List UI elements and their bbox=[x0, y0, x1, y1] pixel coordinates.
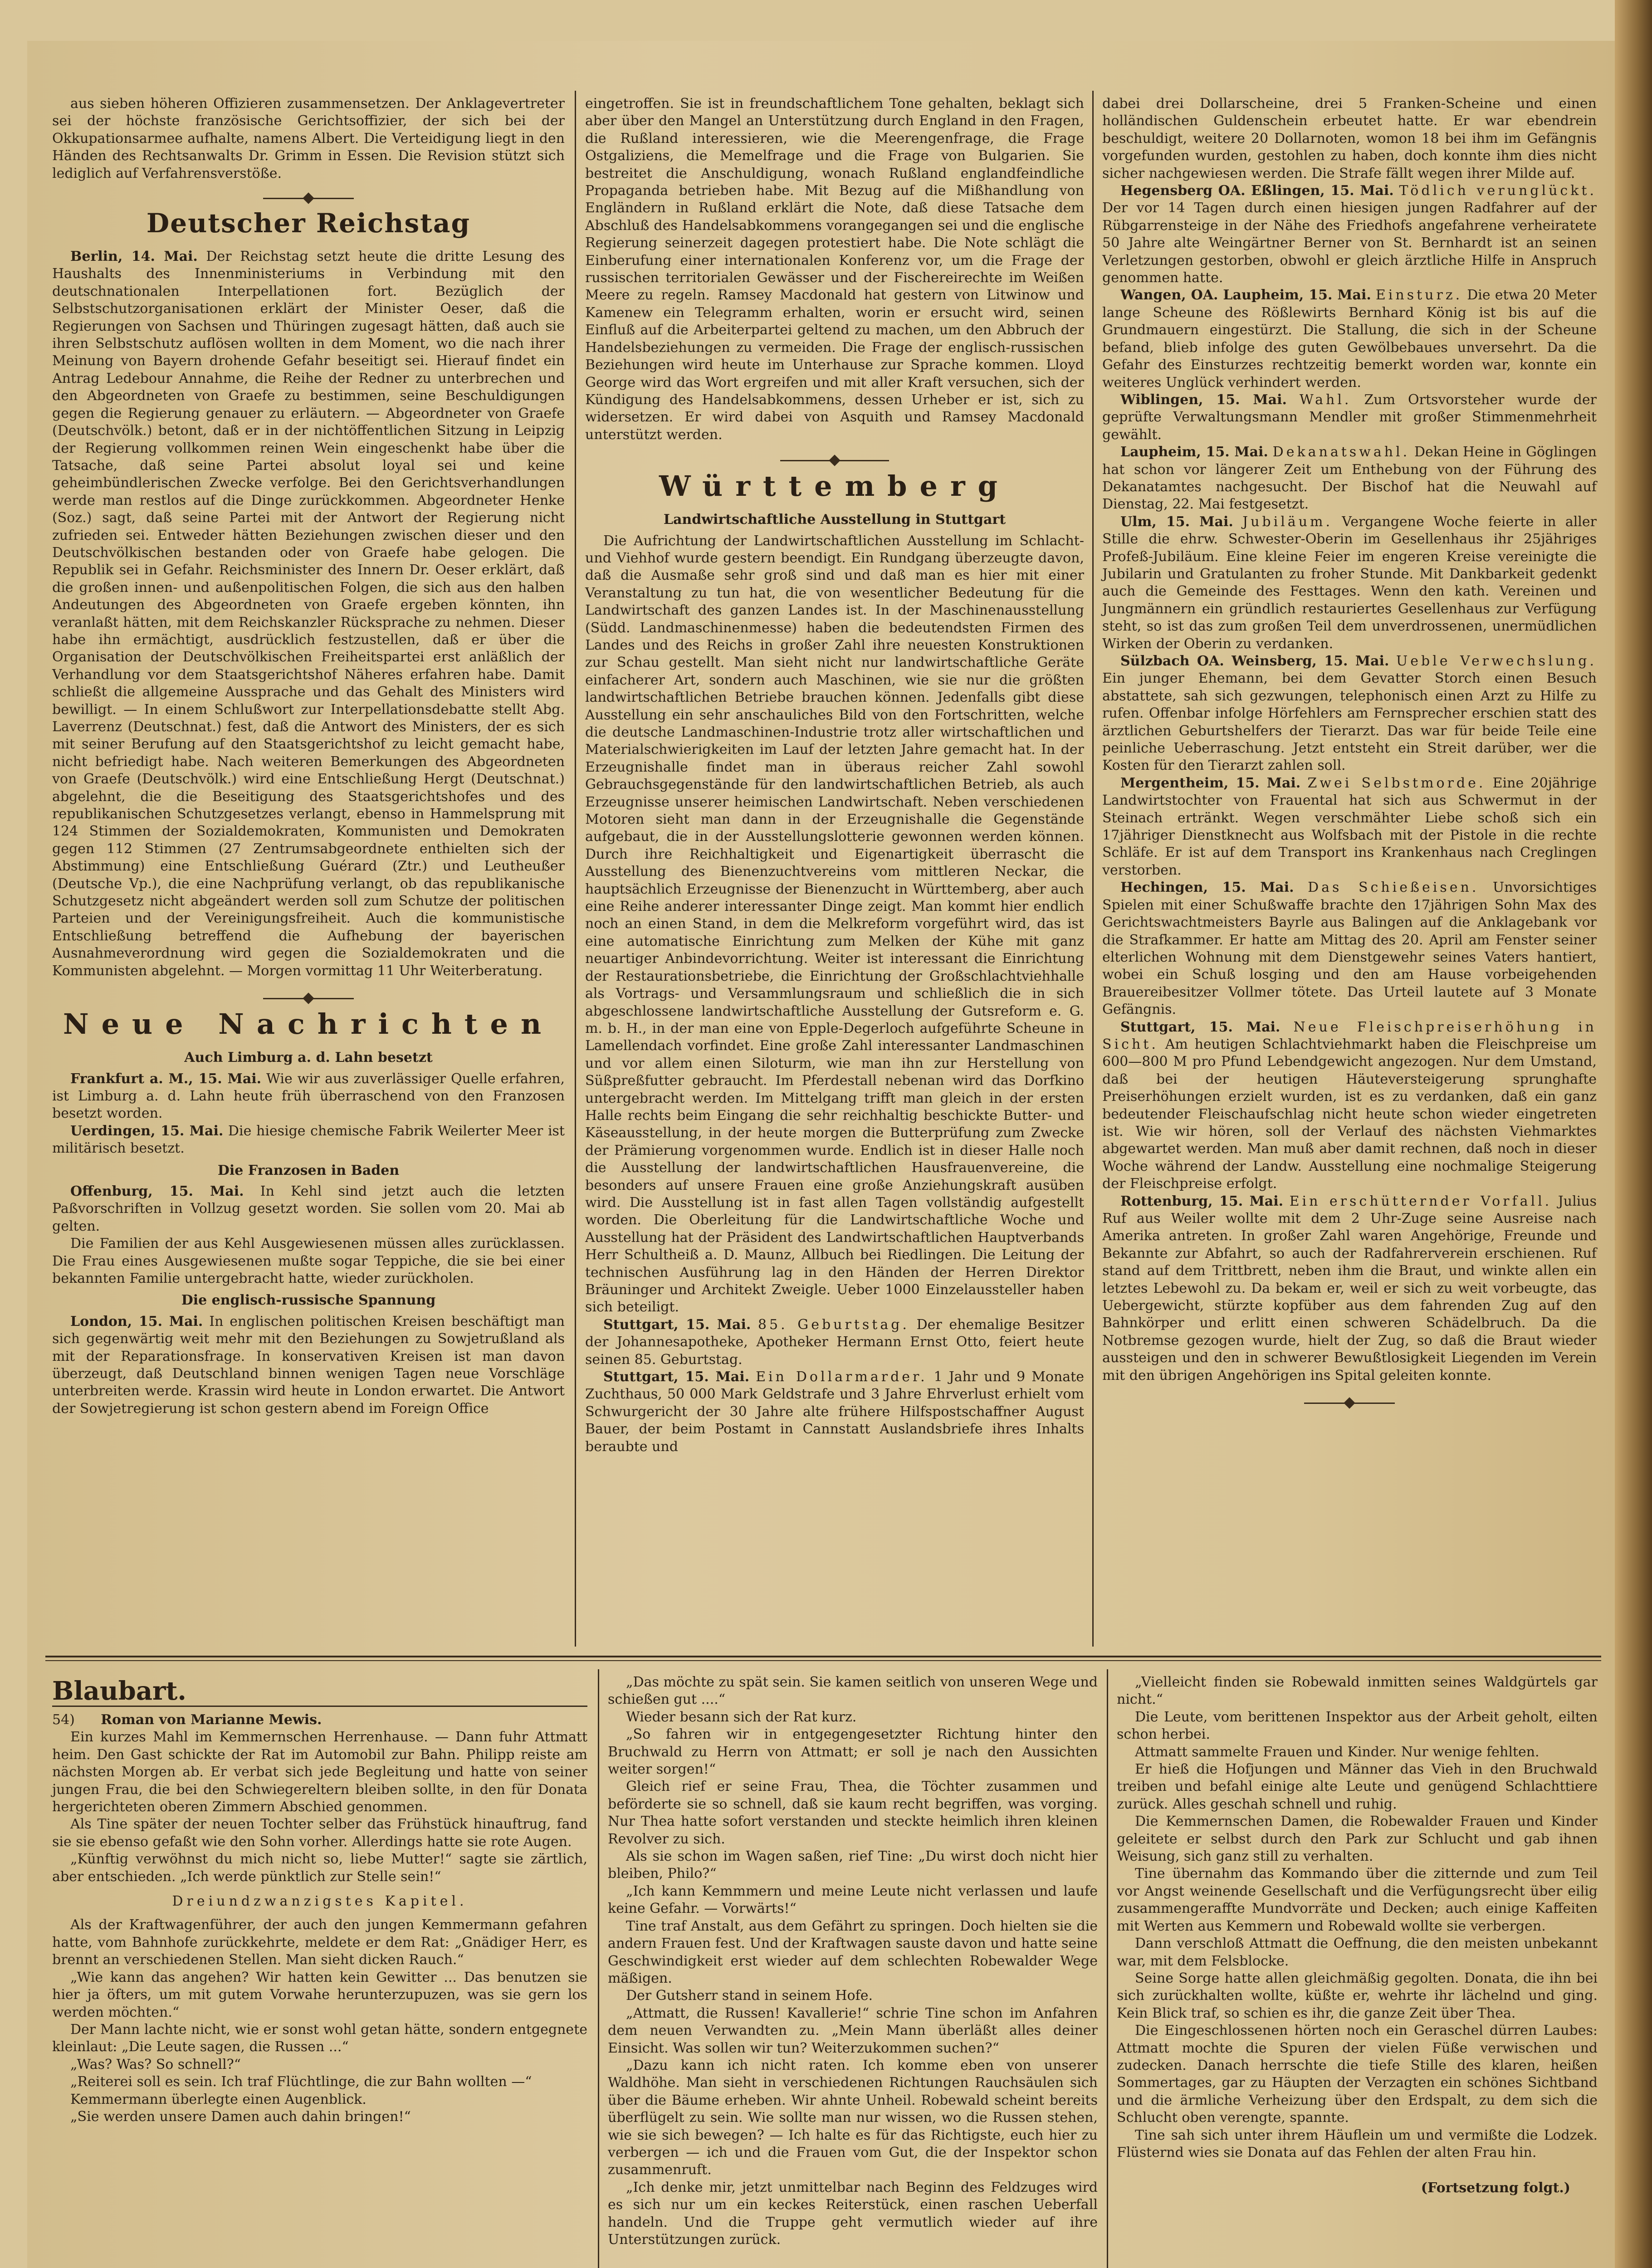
column-1 bbox=[52, 95, 565, 1418]
continued-note: (Fortsetzung folgt.) bbox=[1421, 2180, 1570, 2196]
serial-paragraph: „Was? Was? So schnell?“ bbox=[70, 2056, 241, 2072]
article-text: 1 Jahr und 9 Monate Zuchthaus, 50 000 Mark Geldstrafe und 3 Jahre Ehrverlust erhielt vom Schwurgericht der 30 Jahre alte frühere Hilfspostschaffner August Bauer, der beim Postamt in Cannstatt Auslandsbriefe ihres Inhalts beraubte und bbox=[585, 1369, 1084, 1455]
item-title: Jubiläum. bbox=[1242, 513, 1333, 530]
serial-number: 54) bbox=[52, 1712, 75, 1728]
article-text: Vergangene Woche feierte in aller Stille die ehrw. Schwester-Oberin im Gesellenhaus ihr 25jähriges Profeß-Jubiläum. Eine kleine Feier im engeren Kreise vereinigte die Jubilarin und Gratulanten zu froher Stunde. Mit Dankbarkeit gedenkt auch die Gemeinde des Festtages. Wenn den kath. Vereinen und Jungmännern ein gründlich restauriertes Gesellenhaus zur Verfügung steht, so ist das zum großen Teil dem unverdrossenen, unermüdlichen Wirken der Oberin zu verdanken. bbox=[1102, 513, 1597, 652]
article-text: Die Aufrichtung der Landwirtschaftlichen Ausstellung im Schlacht- und Viehhof wurde gestern beendigt. Ein Rundgang überzeugte davon, daß die Ausmaße sehr groß sind und daß man es hier mit einer Veranstaltung zu tun hat, die von wesentlicher Bedeutung für die Landwirtschaft des ganzen Landes ist. In der Maschinenausstellung (Südd. Landmaschinenmesse) haben die bedeutendsten Firmen des Landes und des Reichs in großer Zahl ihre neuesten Konstruktionen zur Schau gestellt. Man sieht nicht nur landwirtschaftliche Geräte einfacherer Art, sondern auch Maschinen, wie sie nur die größten landwirtschaftlichen Betriebe brauchen können. Jedenfalls gibt diese Ausstellung ein sehr anschauliches Bild von den Fortschritten, welche die deutsche Landmaschinen-Industrie trotz aller wirtschaftlichen und Materialschwierigkeiten im Lauf der letzten Jahre gemacht hat. In der Erzeugnishalle findet man in überaus reicher Zahl sowohl Gebrauchsgegenstände für den landwirtschaftlichen Betrieb, als auch Erzeugnisse unserer heimischen Landwirtschaft. Neben verschiedenen Motoren sieht man dann in der Erzeugnishalle die Gegenstände aufgebaut, die in der Ausstellungslotterie gewonnen werden können. Durch ihre Reichhaltigkeit und Eigenartigkeit überrascht die Ausstellung des Bienenzuchtvereins vom mittleren Neckar, die hauptsächlich Erzeugnisse der Bienenzucht in Württemberg, aber auch eine Reihe anderer interessanter Dinge zeigt. Man kommt hier endlich noch an einen Stand, in dem die Melkreform vorgeführt wird, das ist eine automatische Einrichtung zum Melken der Kühe mit ganz neuartiger Anbindevorrichtung. Weiter ist interessant die Einrichtung der Restaurationsbetriebe, die Einrichtung der Großschlachtviehhalle als Vortrags- und Versammlungsraum und schließlich die in sich abgeschlossene landwirtschaftliche Ausstellung der Gutsreform e. G. m. b. H., in der man eine von Epple-Degerloch aufgeführte Scheune in Lamellendach vorfindet. Eine große Zahl interessanter Landmaschinen und vor allem einen Siloturm, wie man ihn zur Herstellung von Süßpreßfutter gebraucht. Im Pferdestall nebenan wird das Dorfkino untergebracht werden. Im Mittelgang trifft man gleich in der ersten Halle rechts beim Eingang die sehr reichhaltig beschickte Butter- und Käseausstellung, in der heute morgen die Butterprüfung zum Zwecke der Prämierung vorgenommen wurde. Endlich ist in dieser Halle noch die Ausstellung der landwirtschaftlichen Hausfrauenvereine, die besonders auf unsere Frauen eine große Anziehungskraft ausüben wird. Die Ausstellung ist in fast allen Tagen vollständig aufgestellt worden. Die Oberleitung für die Landwirtschaftliche Woche und Ausstellung hat der Präsident des Landwirtschaftlichen Hauptverbands Herr Schultheiß a. D. Maunz, Allbuch bei Riedlingen. Die Leitung der technischen Ausführung lag in den Händen der Herren Direktor Bräuninger und Architekt Zweigle. Ueber 1000 Einzelaussteller haben sich beteiligt. bbox=[585, 533, 1084, 1315]
wuerttemberg-heading: Württemberg bbox=[659, 469, 1010, 503]
serial-column-3 bbox=[1117, 1674, 1598, 2197]
dateline: Berlin, 14. Mai. bbox=[70, 249, 198, 265]
serial-paragraph: Die Leute, vom berittenen Inspektor aus der Arbeit geholt, eilten schon herbei. bbox=[1117, 1709, 1598, 1743]
dateline: Wangen, OA. Laupheim, 15. Mai. bbox=[1120, 287, 1371, 303]
serial-paragraph: Die Eingeschlossenen hörten noch ein Geraschel dürren Laubes: Attmatt mochte die Spuren der vielen Füße verwischen und zudecken. Danach herrschte die tiefe Stille des klaren, heißen Sommertages, gar zu Häupten der Verzagten ein schönes Sichtband und die ärmliche Verheizung über den Erdspalt, zu dem sich die Schlucht oben verengte, spannte. bbox=[1117, 2023, 1598, 2126]
article-text: Der Reichstag setzt heute die dritte Lesung des Haushalts des Innenministeriums in Verbindung mit den deutschnationalen Interpellationen fort. Bezüglich der Selbstschutzorganisationen erklärt der Minister Oeser, daß die Regierungen von Sachsen und Thüringen zugesagt hätten, daß auch sie ihren Selbstschutz auflösen wollten in dem Moment, wo die nach ihrer Meinung von Bayern drohende Gefahr beseitigt sei. Hierauf findet ein Antrag Ledebour Annahme, die Reihe der Redner zu unterbrechen und den Abgeordneten von Graefe zu bestimmen, seine Beschuldigungen gegen die Regierung genauer zu erläutern. — Abgeordneter von Graefe (Deutschvölk.) betont, daß er in der nichtöffentlichen Sitzung in Leipzig der Regierung vollkommen reinen Wein eingeschenkt habe über die Tatsache, daß seine Partei absolut loyal sei und keine geheimbündlerischen Zwecke verfolge. Bei den Gerichtsverhandlungen werde man restlos auf die Dinge zurückkommen. Abgeordneter Henke (Soz.) sagt, daß seine Partei mit der Antwort der Regierung nicht zufrieden sei. Entweder hätten Beziehungen zwischen dieser und den Deutschvölkischen bestanden oder von Graefe habe gelogen. Die Republik sei in Gefahr. Reichsminister des Innern Dr. Oeser erklärt, daß die großen innen- und außenpolitischen Folgen, die sich aus den halben Andeutungen des Abgeordneten von Graefe ergeben könnten, ihn veranlaßt hätten, mit dem Reichskanzler Rücksprache zu nehmen. Dieser habe ihn ermächtigt, ausdrücklich festzustellen, daß er über die Organisation der Deutschvölkischen Freiheitspartei erst anläßlich der Verhandlung vor dem Staatsgerichtshof Näheres erfahren habe. Damit schließt die allgemeine Aussprache und das Gehalt des Ministers wird bewilligt. — In einem Schlußwort zur Interpellationsdebatte stellt Abg. Laverrenz (Deutschnat.) fest, daß die Antwort des Ministers, der es sich mit seiner Berufung auf den Staatsgerichtshof zu leicht gemacht habe, nicht befriedigt habe. Nach weiteren Bemerkungen des Abgeordneten von Graefe (Deutschvölk.) wird eine Entschließung Hergt (Deutschnat.) abgelehnt, die die Beseitigung des Staatsgerichtshofes und des republikanischen Schutzgesetzes verlangt, ebenso in Hammelsprung mit 124 Stimmen der Sozialdemokraten, Kommunisten und Demokraten gegen 112 Stimmen (27 Zentrumsabgeordnete enthielten sich der Abstimmung) eine Entschließung Guérard (Ztr.) und Leutheußer (Deutsche Vp.), die eine Nachprüfung verlangt, ob das republikanische Schutzgesetz nicht abgeändert werden soll zum Schutze der politischen Parteien und der Vereinigungsfreiheit. Auch die kommunistische Entschließung betreffend die Aufhebung der bayerischen Ausnahmeverordnung wird gegen die Sozialdemokraten und die Kommunisten abgelehnt. — Morgen vormittag 11 Uhr Weiterberatung. bbox=[52, 249, 565, 979]
dateline: Laupheim, 15. Mai. bbox=[1120, 444, 1268, 460]
dateline: Offenburg, 15. Mai. bbox=[70, 1183, 244, 1199]
column-rule bbox=[575, 91, 576, 1647]
item-title: Zwei Selbstmorde. bbox=[1307, 775, 1486, 791]
serial-paragraph: Er hieß die Hofjungen und Männer das Vieh in den Bruchwald treiben und befahl einige alte Leute und genügend Schlachttiere zurück. Alles geschah schnell und ruhig. bbox=[1117, 1761, 1598, 1812]
dateline: Hegensberg OA. Eßlingen, 15. Mai. bbox=[1120, 183, 1394, 199]
serial-column-rule bbox=[598, 1669, 599, 2268]
feuilleton-separator bbox=[45, 1656, 1601, 1657]
dateline: Stuttgart, 15. Mai. bbox=[1120, 1019, 1281, 1035]
serial-paragraph: „Ich kann Kemmmern und meine Leute nicht verlassen und laufe keine Gefahr. — Vorwärts!“ bbox=[608, 1883, 1098, 1917]
article-text: Am heutigen Schlachtviehmarkt haben die Fleischpreise um 600—800 M pro Pfund Lebendgewicht angezogen. Nur dem Umstand, daß bei der heutigen Häuteversteigerung sprunghafte Preiserhöhungen erzielt wurden, ist es zu verdanken, daß ein ganz bedeutender Fleischaufschlag nicht heute schon wieder eingetreten ist. Wie wir hören, soll der Verlauf des nächsten Viehmarktes abgewartet werden. Man muß aber damit rechnen, daß noch in dieser Woche während der Landw. Ausstellung eine nochmalige Steigerung der Fleischpreise erfolgt. bbox=[1102, 1036, 1597, 1192]
serial-paragraph: „Dazu kann ich nicht raten. Ich komme eben von unserer Waldhöhe. Man sieht in verschiedenen Richtungen Rauchsäulen sich über die Bäume erheben. Wir ahnte Unheil. Robewald scheint bereits überflügelt zu sein. Wie sollte man nur wissen, wo die Russen stehen, wie sie sich bewegen? — Ich halte es für das Richtigste, euch hier zu verbergen — ich und die Frauen vom Gut, die der Inspektor schon zusammenruft. bbox=[608, 2057, 1098, 2178]
serial-paragraph: Tine übernahm das Kommando über die zitternde und zum Teil vor Angst weinende Gesellschaft und die Verfügungsrecht über eilig zusammengeraffte Mundvorräte und Decken; auch einige Kaffeiten mit Werten aus Kemmern und Robewald wollte sie verbergen. bbox=[1117, 1866, 1598, 1934]
serial-paragraph: „So fahren wir in entgegengesetzter Richtung hinter den Bruchwald zu Herrn von Attmatt; er soll je nach den Aussichten weiter sorgen!“ bbox=[608, 1726, 1098, 1778]
reichstag-heading: Deutscher Reichstag bbox=[146, 208, 471, 239]
article-text: Wie wir aus zuverlässiger Quelle erfahren, ist Limburg a. d. Lahn heute früh überraschend von den Franzosen besetzt worden. bbox=[52, 1070, 565, 1122]
serial-byline: Roman von Marianne Mewis. bbox=[101, 1712, 322, 1728]
serial-paragraph: „Wie kann das angehen? Wir hatten kein Gewitter ... Das benutzen sie hier ja öfters, um mit gutem Vorwahe herunterzupuzen, was sie gern los werden möchten.“ bbox=[52, 1969, 587, 2020]
article-text: Der ehemalige Besitzer der Johannesapotheke, Apotheker Hermann Ernst Otto, feiert heute seinen 85. Geburtstag. bbox=[585, 1316, 1085, 1368]
item-title: Dekanatswahl. bbox=[1272, 444, 1410, 460]
article-text: Julius Ruf aus Weiler wollte mit dem 2 Uhr-Zuge seine Ausreise nach Amerika antreten. In großer Zahl waren Angehörige, Freunde und Bekannte zur Abfahrt, so auch der Radfahrerverein erschienen. Ruf stand auf dem Trittbrett, neben ihm die Braut, und winkte allen ein letztes Lebewohl zu. Da bekam er, weil er sich zu weit vorbeugte, das Uebergewicht, stürzte kopfüber aus dem fahrenden Zug auf den Bahnkörper und erlitt einen schweren Schädelbruch. Da die Notbremse gezogen wurde, hielt der Zug, so daß die Braut wieder aussteigen und den in schwerer Bewußtlosigkeit Liegenden im Verein mit den übrigen Angehörigen ins Spital geleiten konnte. bbox=[1102, 1193, 1597, 1383]
serial-paragraph: „Vielleicht finden sie Robewald inmitten seines Waldgürtels gar nicht.“ bbox=[1117, 1674, 1598, 1708]
item-title: Wahl. bbox=[1299, 391, 1352, 408]
serial-paragraph: Wieder besann sich der Rat kurz. bbox=[626, 1709, 857, 1725]
serial-paragraph: Als sie schon im Wagen saßen, rief Tine: „Du wirst doch nicht hier bleiben, Philo?“ bbox=[608, 1848, 1098, 1882]
dateline: Mergentheim, 15. Mai. bbox=[1120, 775, 1301, 791]
serial-paragraph: „Das möchte zu spät sein. Sie kamen seitlich von unseren Wege und schießen gut ....“ bbox=[608, 1674, 1098, 1708]
serial-paragraph: Tine traf Anstalt, aus dem Gefährt zu springen. Doch hielten sie die andern Frauen fest. Und der Kraftwagen sauste davon und hatte seine Geschwindigkeit erst wieder auf dem schlechten Robewalder Wege mäßigen. bbox=[608, 1918, 1098, 1986]
article-text: dabei drei Dollarscheine, drei 5 Franken-Scheine und einen holländischen Guldenschein erbeutet hatte. Er war ebendrein beschuldigt, weitere 20 Dollarnoten, womon 18 bei ihm im Gefängnis vorgefunden wurden, gestohlen zu haben, doch konnte ihm dies nicht sicher nachgewiesen werden. Die Strafe fällt wegen ihrer Milde auf. bbox=[1102, 96, 1597, 181]
dateline: Rottenburg, 15. Mai. bbox=[1120, 1193, 1284, 1209]
chapter-heading: Dreiundzwanzigstes Kapitel. bbox=[172, 1893, 468, 1910]
item-title: 85. Geburtstag. bbox=[758, 1316, 909, 1333]
serial-title: Blaubart. bbox=[52, 1677, 587, 1707]
feuilleton-separator-thin bbox=[45, 1660, 1601, 1661]
serial-column-1 bbox=[52, 1674, 587, 2126]
article-text: Die Familien der aus Kehl Ausgewiesenen müssen alles zurücklassen. Die Frau eines Ausgewiesenen mußte sogar Teppiche, die sie bei einer bekannten Familie untergebracht hatte, wieder zurückholen. bbox=[52, 1236, 565, 1286]
serial-paragraph: Seine Sorge hatte allen gleichmäßig gegolten. Donata, die ihn bei sich zurückhalten wollte, küßte er, wehrte ihr lächelnd und ging. Kein Blick traf, so schien es ihr, die ganze Zeit über Thea. bbox=[1117, 1970, 1598, 2021]
column-2 bbox=[585, 95, 1084, 1456]
subheading: Auch Limburg a. d. Lahn besetzt bbox=[184, 1050, 433, 1066]
serial-paragraph: „Sie werden unsere Damen auch dahin bringen!“ bbox=[70, 2108, 411, 2125]
dateline: Stuttgart, 15. Mai. bbox=[603, 1369, 750, 1385]
section-divider bbox=[263, 198, 354, 199]
intro-paragraph: aus sieben höheren Offizieren zusammensetzen. Der Anklagevertreter sei der höchste französische Gerichtsoffizier, der sich bei der Okkupationsarmee aufhalte, namens Albert. Die Verteidigung liegt in den Händen des Rechtsanwalts Dr. Grimm in Essen. Die Revision stützt sich lediglich auf Verfahrensverstöße. bbox=[52, 96, 565, 181]
section-divider bbox=[1304, 1403, 1395, 1404]
article-text: Die hiesige chemische Fabrik Weilerter Meer ist militärisch besetzt. bbox=[52, 1123, 565, 1157]
subheading: Landwirtschaftliche Ausstellung in Stuttgart bbox=[663, 512, 1006, 528]
article-text: Eine 20jährige Landwirtstochter von Frauental hat sich aus Schwermut in der Steinach ertränkt. Wegen verschmähter Liebe schoß sich ein 17jähriger Dienstknecht aus Wolfsbach mit der Pistole in die rechte Schläfe. Er ist auf dem Transport ins Krankenhaus nach Creglingen verstorben. bbox=[1102, 775, 1597, 878]
subheading: Die englisch-russische Spannung bbox=[181, 1292, 436, 1309]
article-text: Der vor 14 Tagen durch einen hiesigen jungen Radfahrer auf der Rübgarrensteige in der Nähe des Friedhofs angefahrene verheiratete 50 Jahre alte Weingärtner Berner von St. Bernhardt ist an seinen Verletzungen gestorben, obwohl er gleich ärztliche Hilfe in Anspruch genommen hatte. bbox=[1102, 200, 1597, 286]
item-title: Einsturz. bbox=[1375, 287, 1463, 303]
dateline: Sülzbach OA. Weinsberg, 15. Mai. bbox=[1120, 653, 1389, 669]
serial-paragraph: Als Tine später der neuen Tochter selber das Frühstück hinauftrug, fand sie sie ebenso gefaßt wie den Sohn vorher. Allerdings hatte sie rote Augen. bbox=[52, 1816, 587, 1850]
serial-paragraph: Die Kemmernschen Damen, die Robewalder Frauen und Kinder geleitete er selbst durch den Park zur Schlucht und gab ihnen Weisung, sich ganz still zu verhalten. bbox=[1117, 1813, 1598, 1865]
dateline: Frankfurt a. M., 15. Mai. bbox=[70, 1070, 262, 1087]
dateline: Ulm, 15. Mai. bbox=[1120, 513, 1233, 530]
item-title: Ein Dollarmarder. bbox=[756, 1369, 928, 1385]
item-title: Ein erschütternder Vorfall. bbox=[1289, 1193, 1552, 1209]
column-3 bbox=[1102, 95, 1597, 1404]
serial-paragraph: Der Mann lachte nicht, wie er sonst wohl getan hätte, sondern entgegnete kleinlaut: „Die Leute sagen, die Russen ...“ bbox=[52, 2021, 587, 2055]
column-rule bbox=[1092, 91, 1094, 1647]
item-title: Das Schießeisen. bbox=[1308, 880, 1479, 896]
serial-paragraph: „Ich denke mir, jetzt unmittelbar nach Beginn des Feldzuges wird es sich nur um ein keckes Reiterstück, einen raschen Ueberfall handeln. Und die Truppe geht vermutlich wieder auf ihre Unterstützungen zurück. bbox=[608, 2179, 1098, 2248]
section-divider bbox=[263, 998, 354, 999]
article-text: eingetroffen. Sie ist in freundschaftlichem Tone gehalten, beklagt sich aber über den Mangel an Unterstützung durch England in den Fragen, die Rußland interessieren, wie die Meerengenfrage, die Frage Ostgaliziens, die Memelfrage und die Frage von Bulgarien. Sie bestreitet die Anschuldigung, wonach Rußland englandfeindliche Propaganda betrieben habe. Mit Bezug auf die Mißhandlung von Engländern in Rußland erklärt die Note, daß diese Tatsache dem Abschluß des Handelsabkommens vorangegangen sei und die englische Regierung seinerzeit dagegen protestiert habe. Die Note schlägt die Einberufung einer internationalen Konferenz vor, um die Frage der russischen territorialen Gewässer und der Fischereirechte im Weißen Meere zu regeln. Ramsey Macdonald hat gestern von Litwinow und Kamenew ein Telegramm erhalten, worin er ersucht wird, seinen Einfluß auf die Arbeiterpartei geltend zu machen, um den Abbruch der Handelsbeziehungen zu vermeiden. Die Frage der englisch-russischen Beziehungen wird heute im Unterhause zur Sprache kommen. Lloyd George wird das Wort ergreifen und mit aller Kraft versuchen, sich der Kündigung des Handelsabkommens, dessen Urheber er ist, sich zu widersetzen. Er wird dabei von Asquith und Ramsey Macdonald unterstützt werden. bbox=[585, 96, 1084, 443]
serial-paragraph: „Künftig verwöhnst du mich nicht so, liebe Mutter!“ sagte sie zärtlich, aber entschieden. „Ich werde pünktlich zur Stelle sein!“ bbox=[52, 1851, 587, 1885]
serial-paragraph: Ein kurzes Mahl im Kemmernschen Herrenhause. — Dann fuhr Attmatt heim. Den Gast schickte der Rat im Automobil zur Bahn. Philipp reiste am nächsten Morgen ab. Er verbat sich jede Begleitung und hatte von seiner jungen Frau, die bei den Schwiegereltern bleiben sollte, in den für Donata hergerichteten oberen Zimmern Abschied genommen. bbox=[52, 1729, 587, 1815]
serial-paragraph: Attmatt sammelte Frauen und Kinder. Nur wenige fehlten. bbox=[1135, 1744, 1540, 1760]
serial-paragraph: Tine sah sich unter ihrem Häuflein um und vermißte die Lodzek. Flüsternd wies sie Donata auf das Fehlen der alten Frau hin. bbox=[1117, 2127, 1598, 2160]
serial-paragraph: Gleich rief er seine Frau, Thea, die Töchter zusammen und beförderte sie so schnell, daß sie kaum recht begriffen, was vorging. Nur Thea hatte sofort verstanden und steckte heimlich ihren kleinen Revolver zu sich. bbox=[608, 1779, 1098, 1847]
article-text: Unvorsichtiges Spielen mit einer Schußwaffe brachte den 17jährigen Sohn Max des Gerichtswachtmeisters Bayrle aus Balingen auf die Anklagebank vor die Strafkammer. Er hatte am Mittag des 20. April am Fenster seiner elterlichen Wohnung mit dem Dienstgewehr seines Vaters hantiert, wobei ein Schuß losging und den am Hause vorbeigehenden Brauereibesitzer Vollmer tötete. Das Urteil lautete auf 3 Monate Gefängnis. bbox=[1102, 880, 1597, 1018]
item-title: Ueble Verwechslung. bbox=[1396, 653, 1597, 669]
serial-column-rule bbox=[1107, 1669, 1108, 2268]
serial-column-2 bbox=[608, 1674, 1098, 2248]
serial-paragraph: Kemmermann überlegte einen Augenblick. bbox=[70, 2091, 367, 2107]
serial-paragraph: Der Gutsherr stand in seinem Hofe. bbox=[626, 1988, 873, 2004]
dateline: Wiblingen, 15. Mai. bbox=[1120, 391, 1287, 408]
article-text: Dekan Heine in Göglingen hat schon vor längerer Zeit um Enthebung von der Führung des Dekanatamtes nachgesucht. Der Bischof hat die Neuwahl auf Dienstag, 22. Mai festgesetzt. bbox=[1102, 444, 1597, 513]
serial-paragraph: „Attmatt, die Russen! Kavallerie!“ schrie Tine schon im Anfahren dem neuen Verwandten zu. „Mein Mann überläßt alles deiner Einsicht. Was sollen wir tun? Weiterzukommen suchen?“ bbox=[608, 2005, 1098, 2056]
article-text: Ein junger Ehemann, bei dem Gevatter Storch einen Besuch abstattete, sah sich gezwungen, telephonisch einen Arzt zu Hilfe zu rufen. Offenbar infolge Hörfehlers am Fernsprecher erschien statt des ärztlichen Geburtshelfers der Tierarzt. Das war für beide Teile eine peinliche Ueberraschung. Jetzt entsteht ein Streit darüber, wer die Kosten für den Tierarzt zahlen soll. bbox=[1102, 670, 1597, 774]
subheading: Die Franzosen in Baden bbox=[217, 1162, 400, 1178]
serial-paragraph: Dann verschloß Attmatt die Oeffnung, die den meisten unbekannt war, mit dem Felsblocke. bbox=[1117, 1936, 1598, 1969]
section-divider bbox=[780, 460, 889, 461]
dateline: Stuttgart, 15. Mai. bbox=[603, 1316, 751, 1333]
article-text: In englischen politischen Kreisen beschäftigt man sich gegenwärtig weit mehr mit den Beziehungen zu Sowjetrußland als mit der Reparationsfrage. In konservativen Kreisen ist man davon überzeugt, daß Deutschland binnen wenigen Tagen neue Vorschläge unterbreiten werde. Krassin wird heute in London erwartet. Die Antwort der Sowjetregierung ist schon gestern abend im Foreign Office bbox=[52, 1313, 565, 1417]
article-text: Zum Ortsvorsteher wurde der geprüfte Verwaltungsmann Mendler mit großer Stimmenmehrheit gewählt. bbox=[1102, 391, 1597, 443]
page-binding-edge bbox=[1615, 0, 1652, 2268]
article-text: Die etwa 20 Meter lange Scheune des Rößlewirts Bernhard König ist bis auf die Grundmauern eingestürzt. Die Stallung, die sich in der Scheune befand, blieb infolge des guten Gewölbebaues unversehrt. Da die Gefahr des Einsturzes rechtzeitig bemerkt worden war, konnte ein weiteres Unglück verhindert werden. bbox=[1102, 287, 1597, 391]
serial-paragraph: „Reiterei soll es sein. Ich traf Flüchtlinge, die zur Bahn wollten —“ bbox=[70, 2074, 532, 2090]
article-text: In Kehl sind jetzt auch die letzten Paßvorschriften in Vollzug gesetzt worden. Sie sollen vom 20. Mai ab gelten. bbox=[52, 1183, 565, 1234]
dateline: London, 15. Mai. bbox=[70, 1313, 203, 1330]
item-title: Tödlich verunglückt. bbox=[1399, 183, 1597, 199]
neue-nachrichten-heading: Neue Nachrichten bbox=[63, 1007, 554, 1041]
item-title: Neue Fleischpreiserhöhung in Sicht. bbox=[1102, 1019, 1597, 1052]
serial-paragraph: Als der Kraftwagenführer, der auch den jungen Kemmermann gefahren hatte, vom Bahnhofe zurückkehrte, meldete er dem Rat: „Gnädiger Herr, es brennt an verschiedenen Stellen. Man sieht dicken Rauch.“ bbox=[52, 1917, 587, 1968]
dateline: Hechingen, 15. Mai. bbox=[1120, 880, 1294, 896]
dateline: Uerdingen, 15. Mai. bbox=[70, 1123, 224, 1139]
